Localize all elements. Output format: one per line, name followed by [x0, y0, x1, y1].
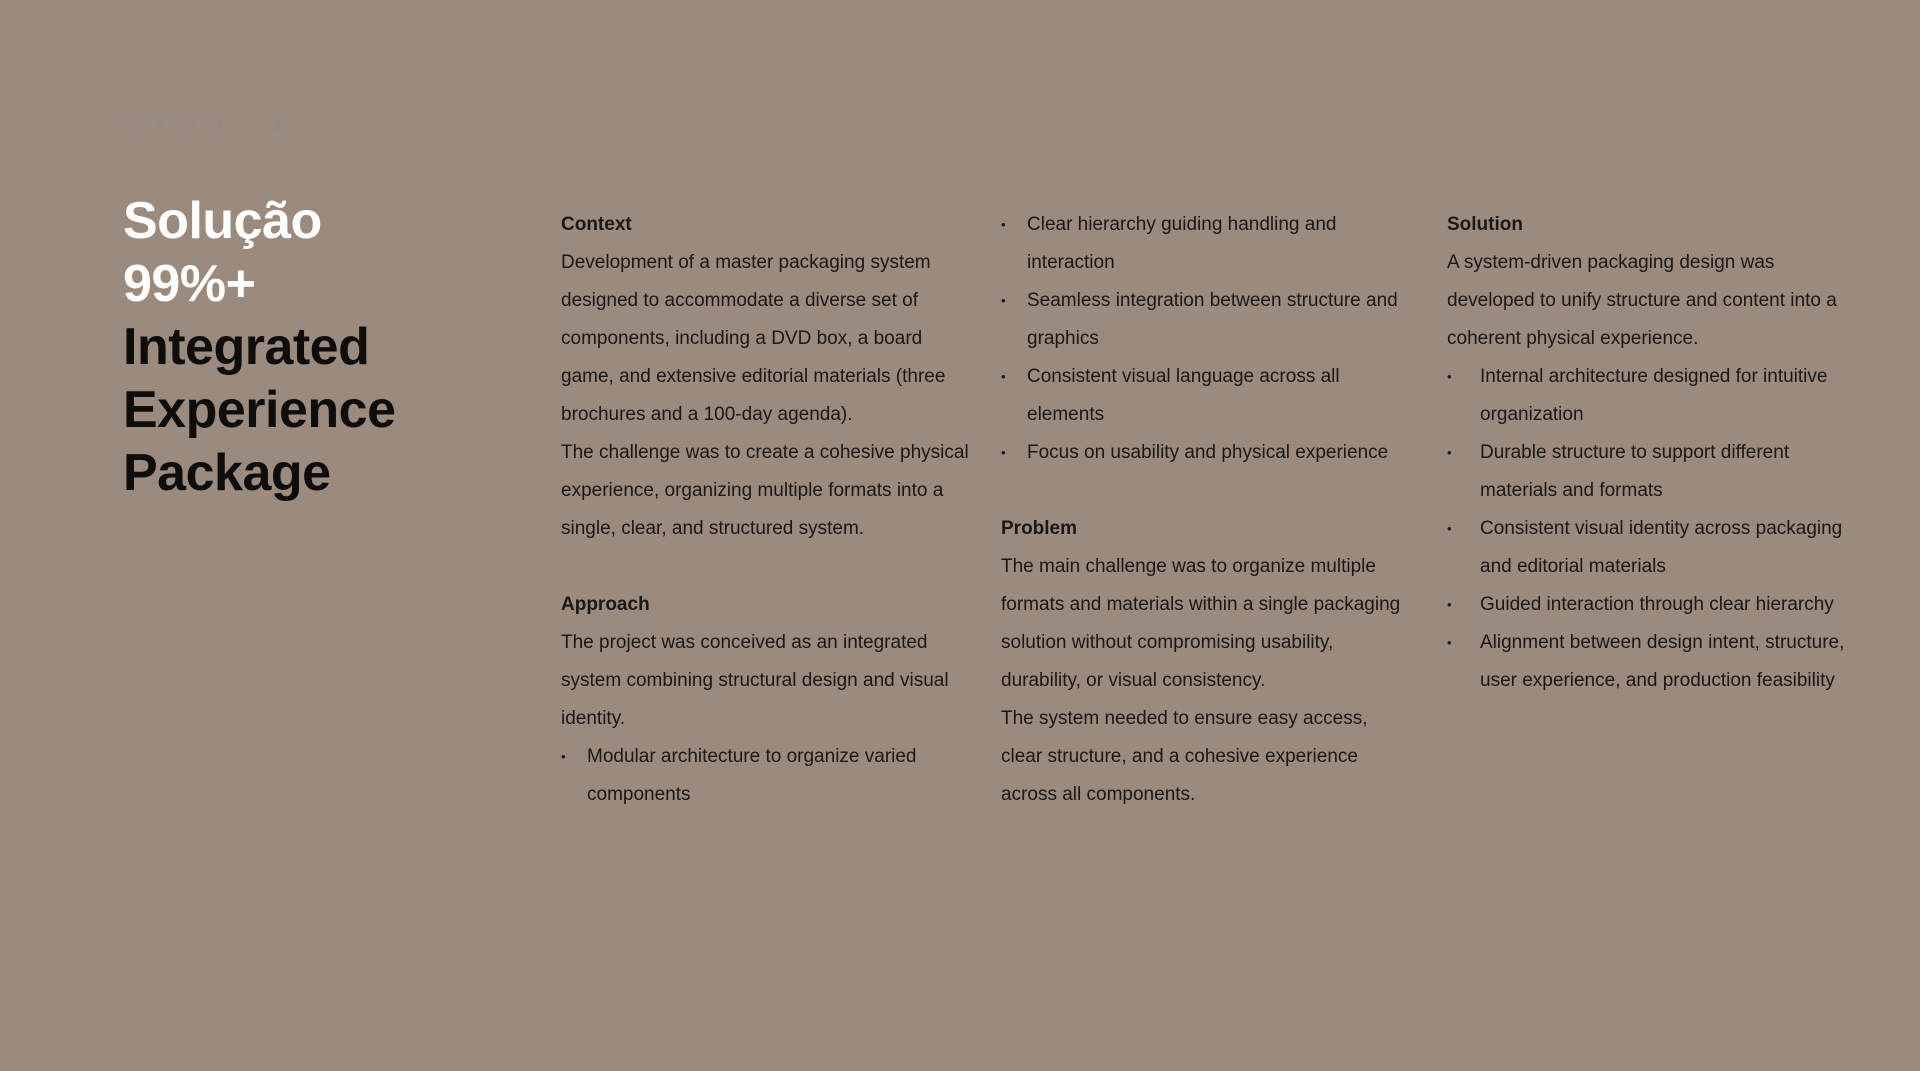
- approach-bullet: • Modular architecture to organize varied components: [561, 738, 971, 814]
- page-title: [123, 190, 503, 505]
- title-line-3: Integrated: [123, 318, 370, 376]
- problem-paragraph-1: The main challenge was to organize multiple formats and materials within a single packaging solution without compromising usability, durability, or visual consistency.: [1001, 556, 1401, 691]
- section-gap: [561, 548, 971, 586]
- solution-heading: Solution: [1447, 214, 1523, 235]
- approach-heading: Approach: [561, 594, 650, 615]
- problem-paragraph-2: The system needed to ensure easy access, clear structure, and a cohesive experience across all components.: [1001, 708, 1368, 805]
- context-paragraph-1: Development of a master packaging system designed to accommodate a diverse set of components, including a DVD box, a board game, and extensive editorial materials (three brochures and a 100-day agenda).: [561, 252, 946, 425]
- approach-bullet-list-continued: [1001, 206, 1411, 472]
- context-heading: Context: [561, 214, 632, 235]
- approach-bullet: • Seamless integration between structure and graphics: [1001, 282, 1411, 358]
- solution-bullet: • Guided interaction through clear hierarchy: [1447, 586, 1867, 624]
- section-gap: [1001, 472, 1411, 510]
- title-line-2: 99%+: [123, 255, 256, 313]
- column-solution: [1447, 206, 1867, 700]
- case-label: CASE 3: [123, 118, 303, 135]
- solution-bullet: • Consistent visual identity across packaging and editorial materials: [1447, 510, 1867, 586]
- solution-bullet: • Internal architecture designed for intuitive organization: [1447, 358, 1867, 434]
- title-line-1: Solução: [123, 192, 322, 250]
- title-line-4: Experience: [123, 381, 396, 439]
- column-approach-problem: [1001, 206, 1411, 814]
- column-context-approach: [561, 206, 971, 814]
- solution-bullet-list: [1447, 358, 1867, 700]
- approach-bullet: • Focus on usability and physical experience: [1001, 434, 1411, 472]
- approach-bullet: • Consistent visual language across all elements: [1001, 358, 1411, 434]
- approach-paragraph: The project was conceived as an integrated system combining structural design and visual identity.: [561, 632, 949, 729]
- solution-paragraph: A system-driven packaging design was developed to unify structure and content into a coherent physical experience.: [1447, 252, 1837, 349]
- title-line-5: Package: [123, 444, 331, 502]
- approach-bullet: • Clear hierarchy guiding handling and interaction: [1001, 206, 1411, 282]
- solution-bullet: • Durable structure to support different materials and formats: [1447, 434, 1867, 510]
- approach-bullet-list: [561, 738, 971, 814]
- context-paragraph-2: The challenge was to create a cohesive physical experience, organizing multiple formats into a single, clear, and structured system.: [561, 442, 969, 539]
- solution-bullet: • Alignment between design intent, structure, user experience, and production feasibility: [1447, 624, 1867, 700]
- problem-heading: Problem: [1001, 518, 1078, 539]
